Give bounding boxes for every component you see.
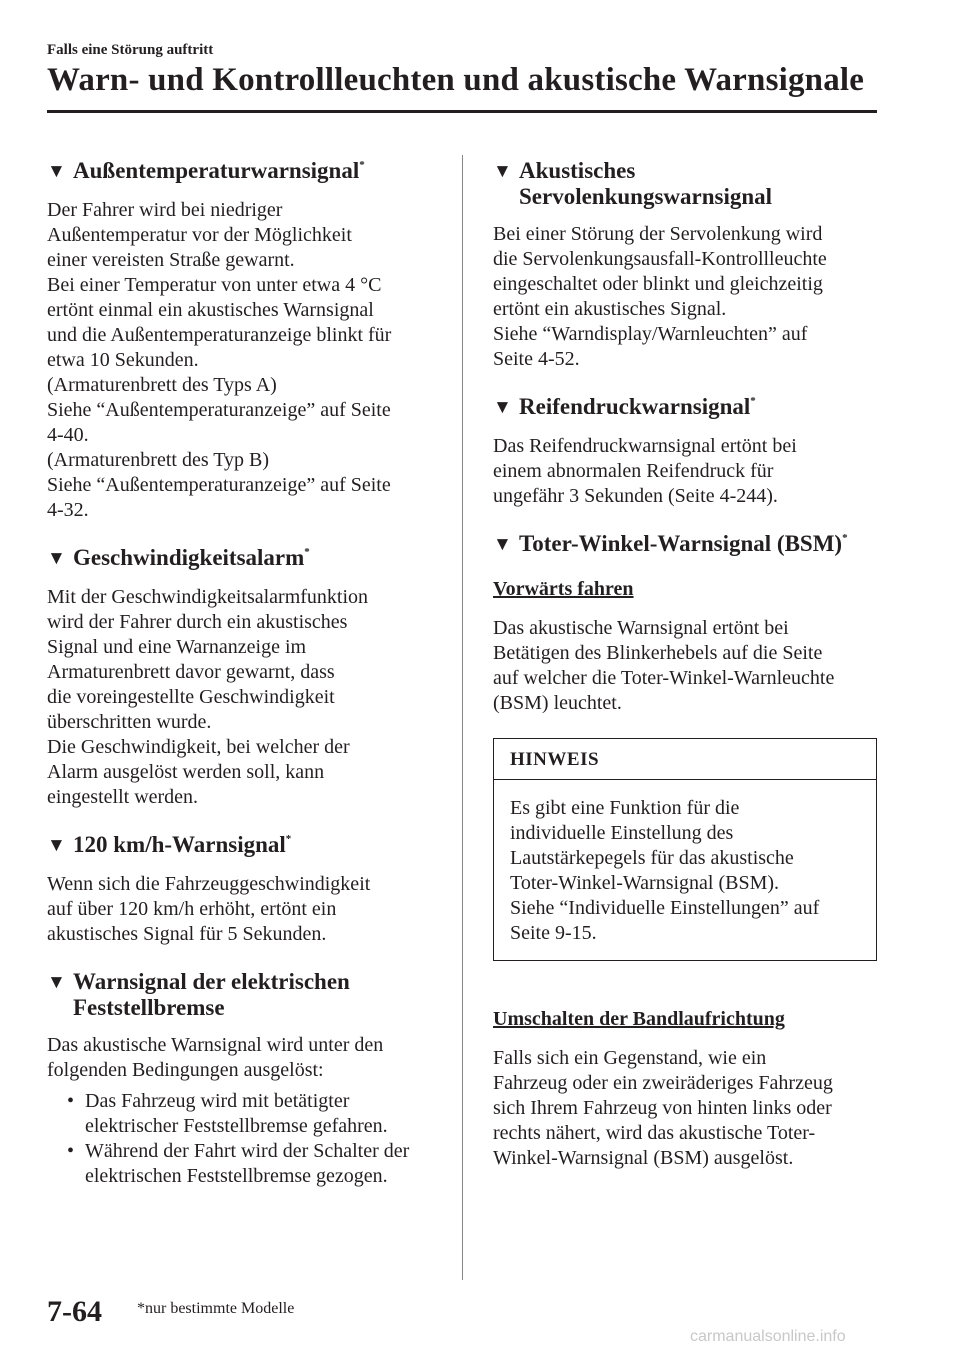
text-line: Alarm ausgelöst werden soll, kann [47, 761, 325, 783]
text-line: eingestellt werden. [47, 786, 199, 808]
optional-mark: * [304, 546, 310, 558]
bullet-list [47, 1089, 439, 1189]
text-line: ungefähr 3 Sekunden (Seite 4-244). [493, 485, 778, 507]
optional-mark: * [842, 532, 848, 544]
down-triangle-icon: ▼ [493, 397, 512, 418]
down-triangle-icon: ▼ [493, 534, 512, 555]
text-line: Die Geschwindigkeit, bei welcher der [47, 736, 350, 758]
section-title: Feststellbremse [73, 995, 225, 1020]
optional-mark: * [359, 159, 365, 171]
text-line: Das Fahrzeug wird mit betätigter [85, 1090, 350, 1112]
optional-mark: * [285, 833, 292, 845]
section-title: 120 km/h-Warnsignal [73, 832, 286, 857]
text-line: rechts nähert, wird das akustische Toter- [493, 1122, 816, 1144]
note-body [494, 780, 876, 960]
text-line: Seite 9-15. [510, 922, 597, 944]
section-title: Warnsignal der elektrischen [73, 969, 350, 994]
section-heading [493, 394, 885, 422]
paragraph [493, 222, 885, 372]
text-line: folgenden Bedingungen ausgelöst: [47, 1059, 324, 1081]
left-column [47, 158, 439, 1189]
list-item [57, 1139, 439, 1189]
section-heading [47, 158, 439, 186]
text-line: die voreingestellte Geschwindigkeit [47, 686, 335, 708]
text-line: (Armaturenbrett des Typ B) [47, 449, 270, 471]
optional-mark: * [750, 395, 756, 407]
text-line: Betätigen des Blinkerhebels auf die Seite [493, 642, 823, 664]
column-divider [462, 155, 463, 1280]
bullet-icon: • [67, 1140, 75, 1162]
text-line: wird der Fahrer durch ein akustisches [47, 611, 348, 633]
text-line: ertönt einmal ein akustisches Warnsignal [47, 299, 374, 321]
paragraph [47, 198, 439, 523]
text-line: Falls sich ein Gegenstand, wie ein [493, 1047, 767, 1069]
watermark-text: carmanualsonline.info [690, 1328, 846, 1345]
note-box [493, 738, 877, 961]
text-line: Toter-Winkel-Warnsignal (BSM). [510, 872, 780, 894]
header-rule [47, 110, 877, 113]
text-line: Das akustische Warnsignal wird unter den [47, 1034, 384, 1056]
paragraph [47, 872, 439, 947]
paragraph [493, 616, 885, 716]
text-line: Das Reifendruckwarnsignal ertönt bei [493, 435, 797, 457]
section-heading [47, 545, 439, 573]
page-number: 7-64 [47, 1295, 102, 1328]
text-line: Seite 4-52. [493, 348, 580, 370]
bullet-icon: • [67, 1090, 75, 1112]
note-title: HINWEIS [494, 739, 876, 780]
page-title: Warn- und Kontrollleuchten und akustische Warnsignale [47, 62, 865, 98]
down-triangle-icon: ▼ [47, 161, 66, 182]
text-line: elektrischer Feststellbremse gefahren. [85, 1115, 388, 1137]
text-line: Der Fahrer wird bei niedriger [47, 199, 283, 221]
text-line: individuelle Einstellung des [510, 822, 734, 844]
text-line: Signal und eine Warnanzeige im [47, 636, 307, 658]
section-heading [493, 158, 885, 210]
text-line: 4-32. [47, 499, 89, 521]
footnote: *nur bestimmte Modelle [137, 1300, 295, 1317]
text-line: Bei einer Störung der Servolenkung wird [493, 223, 823, 245]
list-item [57, 1089, 439, 1139]
text-line: Während der Fahrt wird der Schalter der [85, 1140, 410, 1162]
chapter-label: Falls eine Störung auftritt [47, 42, 214, 58]
section-title: Toter-Winkel-Warnsignal (BSM) [519, 531, 843, 556]
text-line: Lautstärkepegels für das akustische [510, 847, 794, 869]
section-heading [493, 531, 885, 559]
text-line: Armaturenbrett davor gewarnt, dass [47, 661, 335, 683]
section-title: Servolenkungswarnsignal [519, 184, 773, 209]
paragraph [47, 1033, 439, 1083]
text-line: Siehe “Außentemperaturanzeige” auf Seite [47, 474, 391, 496]
paragraph [493, 434, 885, 509]
section-heading [47, 832, 439, 860]
text-line: Siehe “Außentemperaturanzeige” auf Seite [47, 399, 391, 421]
text-line: einer vereisten Straße gewarnt. [47, 249, 295, 271]
text-line: ertönt ein akustisches Signal. [493, 298, 727, 320]
down-triangle-icon: ▼ [47, 548, 66, 569]
down-triangle-icon: ▼ [47, 972, 66, 993]
section-title: Außentemperaturwarnsignal [73, 158, 360, 183]
subheading: Vorwärts fahren [493, 578, 634, 600]
paragraph [47, 585, 439, 810]
text-line: Mit der Geschwindigkeitsalarmfunktion [47, 586, 369, 608]
text-line: Bei einer Temperatur von unter etwa 4 °C [47, 274, 382, 296]
text-line: einem abnormalen Reifendruck für [493, 460, 774, 482]
text-line: Fahrzeug oder ein zweiräderiges Fahrzeug [493, 1072, 833, 1094]
text-line: Siehe “Warndisplay/Warnleuchten” auf [493, 323, 808, 345]
down-triangle-icon: ▼ [47, 835, 66, 856]
text-line: 4-40. [47, 424, 89, 446]
text-line: etwa 10 Sekunden. [47, 349, 199, 371]
section-title: Reifendruckwarnsignal [519, 394, 751, 419]
section-heading [47, 969, 439, 1021]
text-line: Wenn sich die Fahrzeuggeschwindigkeit [47, 873, 371, 895]
text-line: eingeschaltet oder blinkt und gleichzeitig [493, 273, 823, 295]
text-line: und die Außentemperaturanzeige blinkt für [47, 324, 392, 346]
text-line: akustisches Signal für 5 Sekunden. [47, 923, 327, 945]
text-line: Das akustische Warnsignal ertönt bei [493, 617, 789, 639]
section-title: Geschwindigkeitsalarm [73, 545, 305, 570]
down-triangle-icon: ▼ [493, 161, 512, 182]
section-title: Akustisches [519, 158, 636, 183]
right-column [493, 158, 885, 1193]
subheading: Umschalten der Bandlaufrichtung [493, 1008, 785, 1030]
text-line: sich Ihrem Fahrzeug von hinten links oder [493, 1097, 832, 1119]
text-line: überschritten wurde. [47, 711, 212, 733]
text-line: Siehe “Individuelle Einstellungen” auf [510, 897, 820, 919]
text-line: (BSM) leuchtet. [493, 692, 622, 714]
text-line: Es gibt eine Funktion für die [510, 797, 740, 819]
paragraph [493, 1046, 885, 1171]
text-line: auf welcher die Toter-Winkel-Warnleuchte [493, 667, 835, 689]
text-line: die Servolenkungsausfall-Kontrollleuchte [493, 248, 827, 270]
text-line: elektrischen Feststellbremse gezogen. [85, 1165, 388, 1187]
text-line: Außentemperatur vor der Möglichkeit [47, 224, 352, 246]
text-line: (Armaturenbrett des Typs A) [47, 374, 277, 396]
text-line: Winkel-Warnsignal (BSM) ausgelöst. [493, 1147, 794, 1169]
text-line: auf über 120 km/h erhöht, ertönt ein [47, 898, 337, 920]
